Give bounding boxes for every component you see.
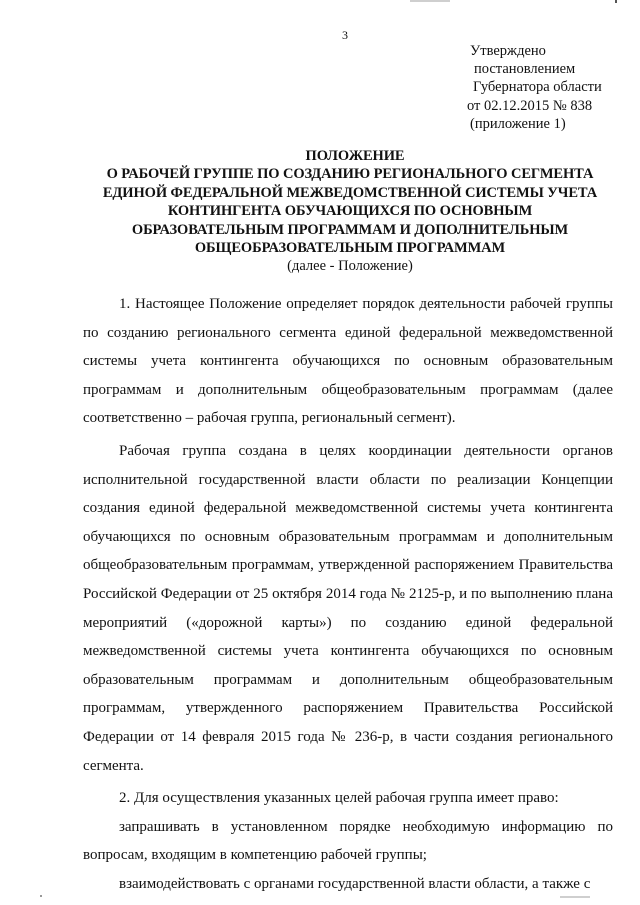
paragraph: запрашивать в установленном порядке необходимую информацию по вопросам, входящим в компетенцию рабочей группы; (83, 818, 613, 864)
approval-line: Утверждено (470, 43, 546, 59)
title-line: О РАБОЧЕЙ ГРУППЕ ПО СОЗДАНИЮ РЕГИОНАЛЬНОГО СЕГМЕНТА (106, 166, 594, 183)
approval-line: постановлением (474, 61, 576, 78)
page-number: 3 (342, 28, 348, 42)
title-line: КОНТИНГЕНТА ОБУЧАЮЩИХСЯ ПО ОСНОВНЫМ (167, 203, 533, 220)
document-title (70, 147, 630, 257)
approval-line: (приложение 1) (470, 115, 566, 132)
approval-stamp (467, 42, 630, 133)
paragraph: взаимодействовать с органами государственной власти области, а также с (119, 875, 591, 892)
title-line: ОБЩЕОБРАЗОВАТЕЛЬНЫМ ПРОГРАММАМ (194, 240, 506, 257)
scan-artifact-top (410, 0, 450, 2)
title-line: ПОЛОЖЕНИЕ (305, 148, 405, 164)
scan-artifact-top-right (615, 0, 617, 3)
title-line: ЕДИНОЙ ФЕДЕРАЛЬНОЙ МЕЖВЕДОМСТВЕННОЙ СИСТЕМЫ УЧЕТА (102, 184, 598, 201)
scan-artifact-bottom-left (40, 895, 42, 897)
paragraph: Рабочая группа создана в целях координации деятельности органов исполнительной государственной власти области по реализации Концепции создания единой федеральной межведомственной системы учета контингента обучающихся по основным образовательным программам и дополнительным общеобразовательным программам, утвержденной распоряжением Правительства Российской Федерации от 25 октября 2014 года № 2125-р, и по выполнению плана мероприятий («дорожной карты») по созданию единой федеральной межведомственной системы учета контингента обучающихся по основным образовательным программам и дополнительным общеобразовательным программам, утвержденного распоряжением Правительства Российской Федерации от 14 февраля 2015 года № 236-р, в части создания регионального сегмента. (83, 442, 613, 774)
paragraph: 1. Настоящее Положение определяет порядок деятельности рабочей группы по созданию регионального сегмента единой федеральной межведомственной системы учета контингента обучающихся по основным образовательным программам и дополнительным общеобразовательным программам (далее соответственно – рабочая группа, региональный сегмент). (83, 296, 613, 427)
approval-line: Губернатора области (473, 79, 602, 96)
document-subtitle: (далее - Положение) (287, 258, 413, 274)
paragraph: 2. Для осуществления указанных целей рабочая группа имеет право: (119, 790, 559, 807)
title-line: ОБРАЗОВАТЕЛЬНЫМ ПРОГРАММАМ И ДОПОЛНИТЕЛЬНЫМ (131, 221, 569, 238)
document-body (83, 290, 613, 898)
approval-line: от 02.12.2015 № 838 (467, 97, 593, 114)
